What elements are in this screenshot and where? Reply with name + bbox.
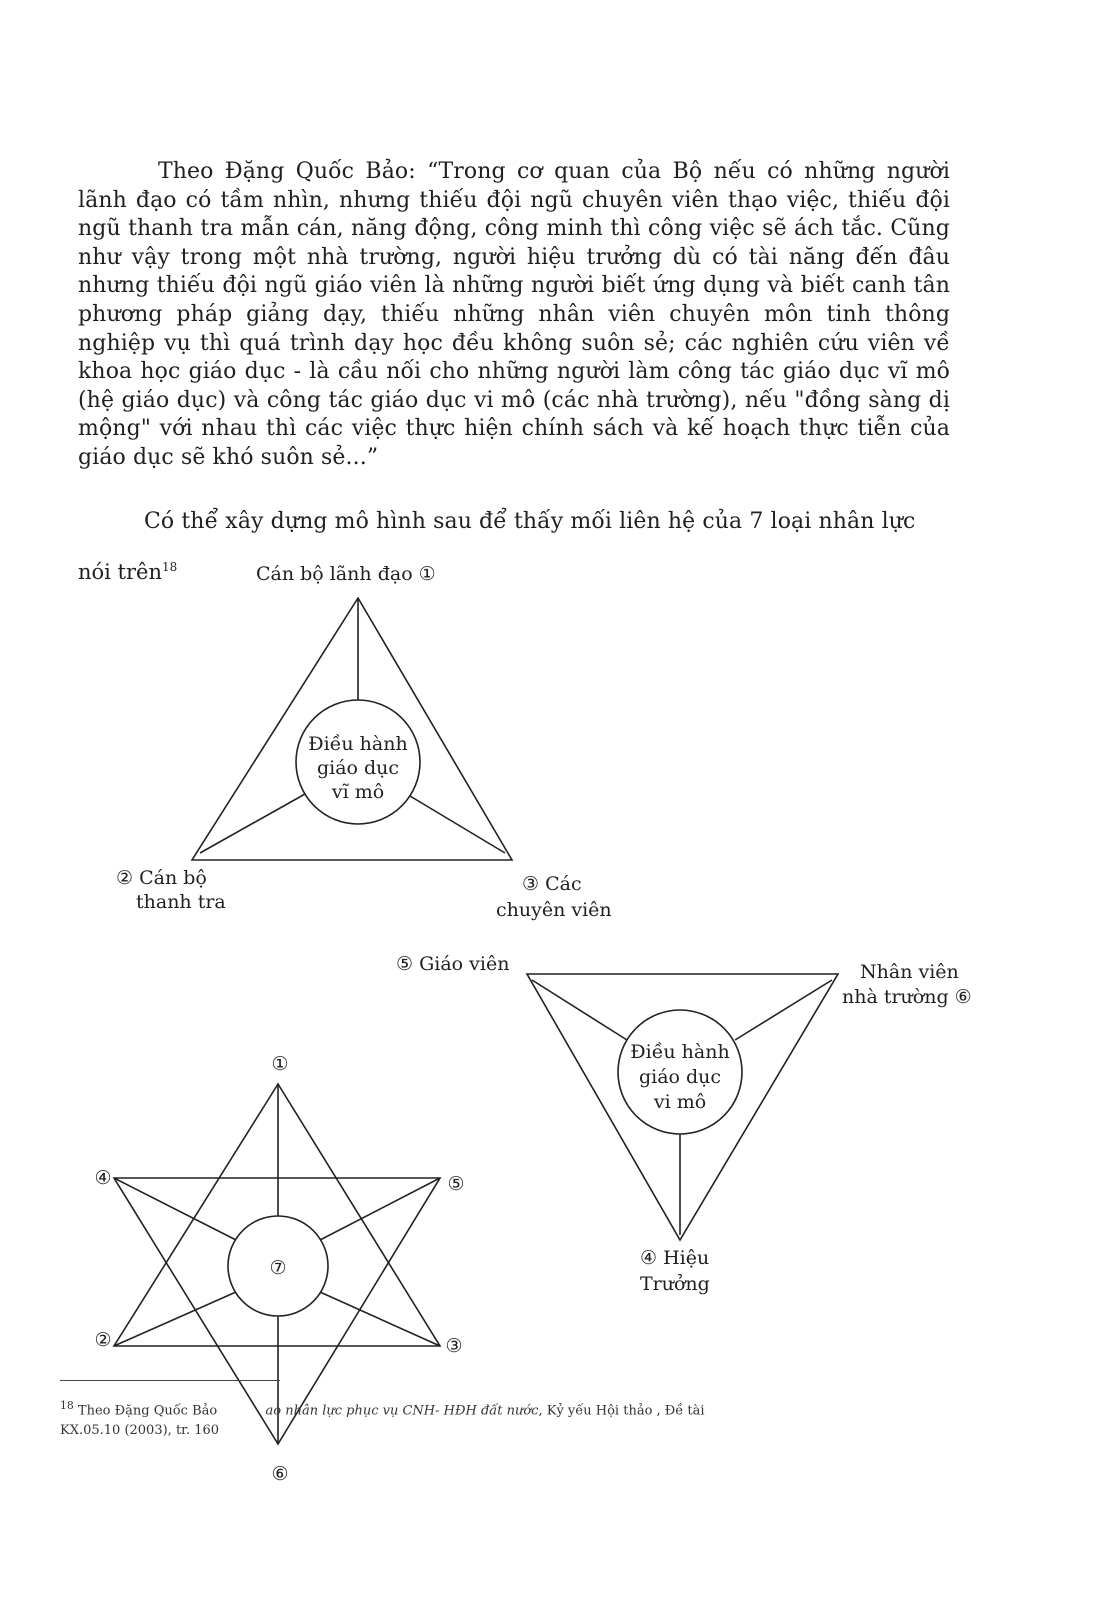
paragraph-quote: Theo Đặng Quốc Bảo: “Trong cơ quan của Bộ nếu có những người lãnh đạo có tầm nhìn, nhưng thiếu đội ngũ chuyên viên thạo việc, thiếu đội ngũ thanh tra mẫn cán, năng động, công minh thì công việc sẽ ách tắc. Cũng như vậy trong một nhà trường, người hiệu trưởng dù có tài năng đến đâu nhưng thiếu đội ngũ giáo viên là những người biết ứng dụng và biết canh tân phương pháp giảng dạy, thiếu những nhân viên chuyên môn tinh thông nghiệp vụ thì quá trình dạy học đều không suôn sẻ; các nghiên cứu viên về khoa học giáo dục - là cầu nối cho những người làm công tác giáo dục vĩ mô (hệ giáo dục) và công tác giáo dục vi mô (các nhà trường), nếu "đồng sàng dị mộng" với nhau thì các việc thực hiện chính sách và kế hoạch thực tiễn của giáo dục sẽ khó suôn sẻ...”	[78, 159, 950, 470]
micro-center-text-2: giáo dục	[638, 1066, 722, 1088]
label-specialists-1: ③ Các	[522, 873, 582, 895]
footnote-ref: 18	[162, 560, 178, 574]
label-teachers: ⑤ Giáo viên	[396, 953, 510, 975]
micro-center-text-3: vi mô	[653, 1091, 707, 1113]
star-node-3: ③	[445, 1335, 463, 1357]
footnote-author: Theo Đặng Quốc Bảo	[77, 1403, 218, 1419]
star-node-1: ①	[271, 1053, 289, 1075]
macro-center-text-1: Điều hành	[308, 733, 408, 755]
footnote-marker: 18	[60, 1399, 74, 1412]
label-principal-2: Trưởng	[640, 1273, 710, 1295]
footnote-title: ao nhân lực phục vụ CNH- HĐH đất nước	[265, 1403, 539, 1419]
star-node-4: ④	[94, 1167, 112, 1189]
footnote-line-1	[60, 1396, 880, 1421]
macro-triangle-diagram	[192, 598, 512, 860]
macro-center-text-2: giáo dục	[316, 757, 400, 779]
star-node-2: ②	[94, 1329, 112, 1351]
footnote-divider	[60, 1380, 280, 1381]
label-staff-1: Nhân viên	[860, 961, 959, 983]
label-specialists-2: chuyên viên	[496, 899, 612, 921]
star-node-7: ⑦	[269, 1257, 287, 1279]
macro-center-text-3: vĩ mô	[331, 781, 385, 803]
label-leaders: Cán bộ lãnh đạo ①	[256, 563, 436, 585]
micro-spoke-left	[532, 980, 627, 1040]
footnote-source: , Kỷ yếu Hội thảo , Đề tài	[538, 1403, 705, 1419]
label-inspectors-2: thanh tra	[136, 891, 226, 913]
micro-center-text-1: Điều hành	[630, 1041, 730, 1063]
star-node-6: ⑥	[271, 1463, 289, 1485]
star-spoke-3	[320, 1292, 440, 1346]
footnote-line-2: KX.05.10 (2003), tr. 160	[60, 1423, 220, 1439]
micro-triangle-diagram	[527, 974, 838, 1240]
star-triangle-up	[114, 1084, 440, 1346]
label-principal-1: ④ Hiệu	[640, 1247, 710, 1269]
label-staff-2: nhà trường ⑥	[842, 986, 972, 1008]
footnote	[60, 1396, 880, 1441]
label-inspectors-1: ② Cán bộ	[116, 867, 207, 889]
paragraph-intro-end-text: nói trên	[78, 560, 162, 584]
star-node-5: ⑤	[447, 1173, 465, 1195]
paragraph-intro: Có thể xây dựng mô hình sau để thấy mối liên hệ của 7 loại nhân lực	[144, 509, 916, 534]
star-spoke-2	[114, 1292, 236, 1346]
macro-triangle	[192, 598, 512, 860]
